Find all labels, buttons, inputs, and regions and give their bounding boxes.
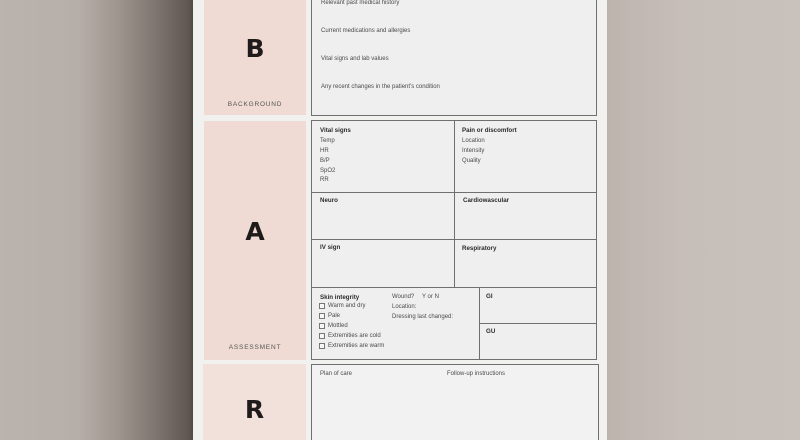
medications-prompt: Current medications and allergies	[321, 28, 411, 34]
assessment-label: ASSESSMENT	[228, 344, 282, 351]
background-label-column	[204, 0, 306, 115]
checkbox-mottled[interactable]: Mottled	[319, 323, 348, 329]
assessment-label-column	[204, 121, 306, 360]
neuro-title: Neuro	[320, 197, 338, 204]
iv-cell[interactable]	[312, 240, 454, 287]
background-letter: B	[245, 34, 265, 63]
background-box[interactable]	[311, 0, 597, 116]
checkbox-icon[interactable]	[319, 313, 325, 319]
past-history-prompt: Relevant past medical history	[321, 0, 400, 6]
assessment-box	[311, 120, 597, 360]
background-label: BACKGROUND	[227, 101, 283, 108]
checkbox-icon[interactable]	[319, 323, 325, 329]
vital-rr: RR	[320, 177, 329, 183]
sbar-form-sheet	[193, 0, 607, 440]
recent-changes-prompt: Any recent changes in the patient's condition	[321, 84, 440, 90]
respiratory-title: Respiratory	[462, 245, 497, 252]
pain-cell[interactable]	[455, 121, 596, 192]
plan-of-care-label: Plan of care	[320, 371, 353, 377]
checkbox-extremities-cold[interactable]: Extremities are cold	[319, 333, 381, 339]
cardiovascular-cell[interactable]	[455, 193, 596, 239]
checkbox-icon[interactable]	[319, 303, 325, 309]
gi-cell[interactable]	[480, 288, 596, 323]
vitals-labs-prompt: Vital signs and lab values	[321, 56, 389, 62]
vital-signs-title: Vital signs	[320, 127, 351, 134]
dressing-changed-label: Dressing last changed:	[392, 314, 454, 320]
vital-temp: Temp	[320, 138, 335, 144]
checkbox-icon[interactable]	[319, 333, 325, 339]
skin-integrity-cell	[312, 288, 479, 359]
pain-location: Location	[462, 138, 485, 144]
recommendation-box[interactable]	[311, 364, 599, 440]
checkbox-icon[interactable]	[319, 343, 325, 349]
recommendation-letter: R	[244, 395, 265, 424]
wound-label: Wound?	[392, 294, 415, 300]
pain-intensity: Intensity	[462, 148, 485, 154]
wall-background	[607, 0, 800, 440]
wound-options[interactable]: Y or N	[422, 294, 439, 300]
neuro-cell[interactable]	[312, 193, 454, 239]
gu-cell[interactable]	[480, 324, 596, 359]
checkbox-warm-dry[interactable]: Warm and dry	[319, 303, 365, 309]
recommendation-label-column	[203, 364, 306, 440]
wall-shadow	[0, 0, 195, 440]
skin-title: Skin integrity	[320, 294, 360, 301]
follow-up-label: Follow-up instructions	[447, 371, 506, 377]
vital-spo2: SpO2	[320, 168, 336, 174]
wound-location-label: Location:	[392, 304, 417, 310]
checkbox-extremities-warm[interactable]: Extremities are warm	[319, 343, 384, 349]
gu-title: GU	[486, 328, 496, 335]
assessment-letter: A	[245, 217, 265, 246]
pain-quality: Quality	[462, 158, 481, 164]
checkbox-pale[interactable]: Pale	[319, 313, 340, 319]
respiratory-cell[interactable]	[455, 240, 596, 287]
iv-title: IV sign	[320, 244, 341, 251]
vital-hr: HR	[320, 148, 329, 154]
pain-title: Pain or discomfort	[462, 127, 517, 134]
vital-signs-cell[interactable]	[312, 121, 454, 192]
vital-bp: B/P	[320, 158, 330, 164]
gi-title: GI	[486, 293, 493, 300]
cardiovascular-title: Cardiowascular	[463, 197, 510, 204]
